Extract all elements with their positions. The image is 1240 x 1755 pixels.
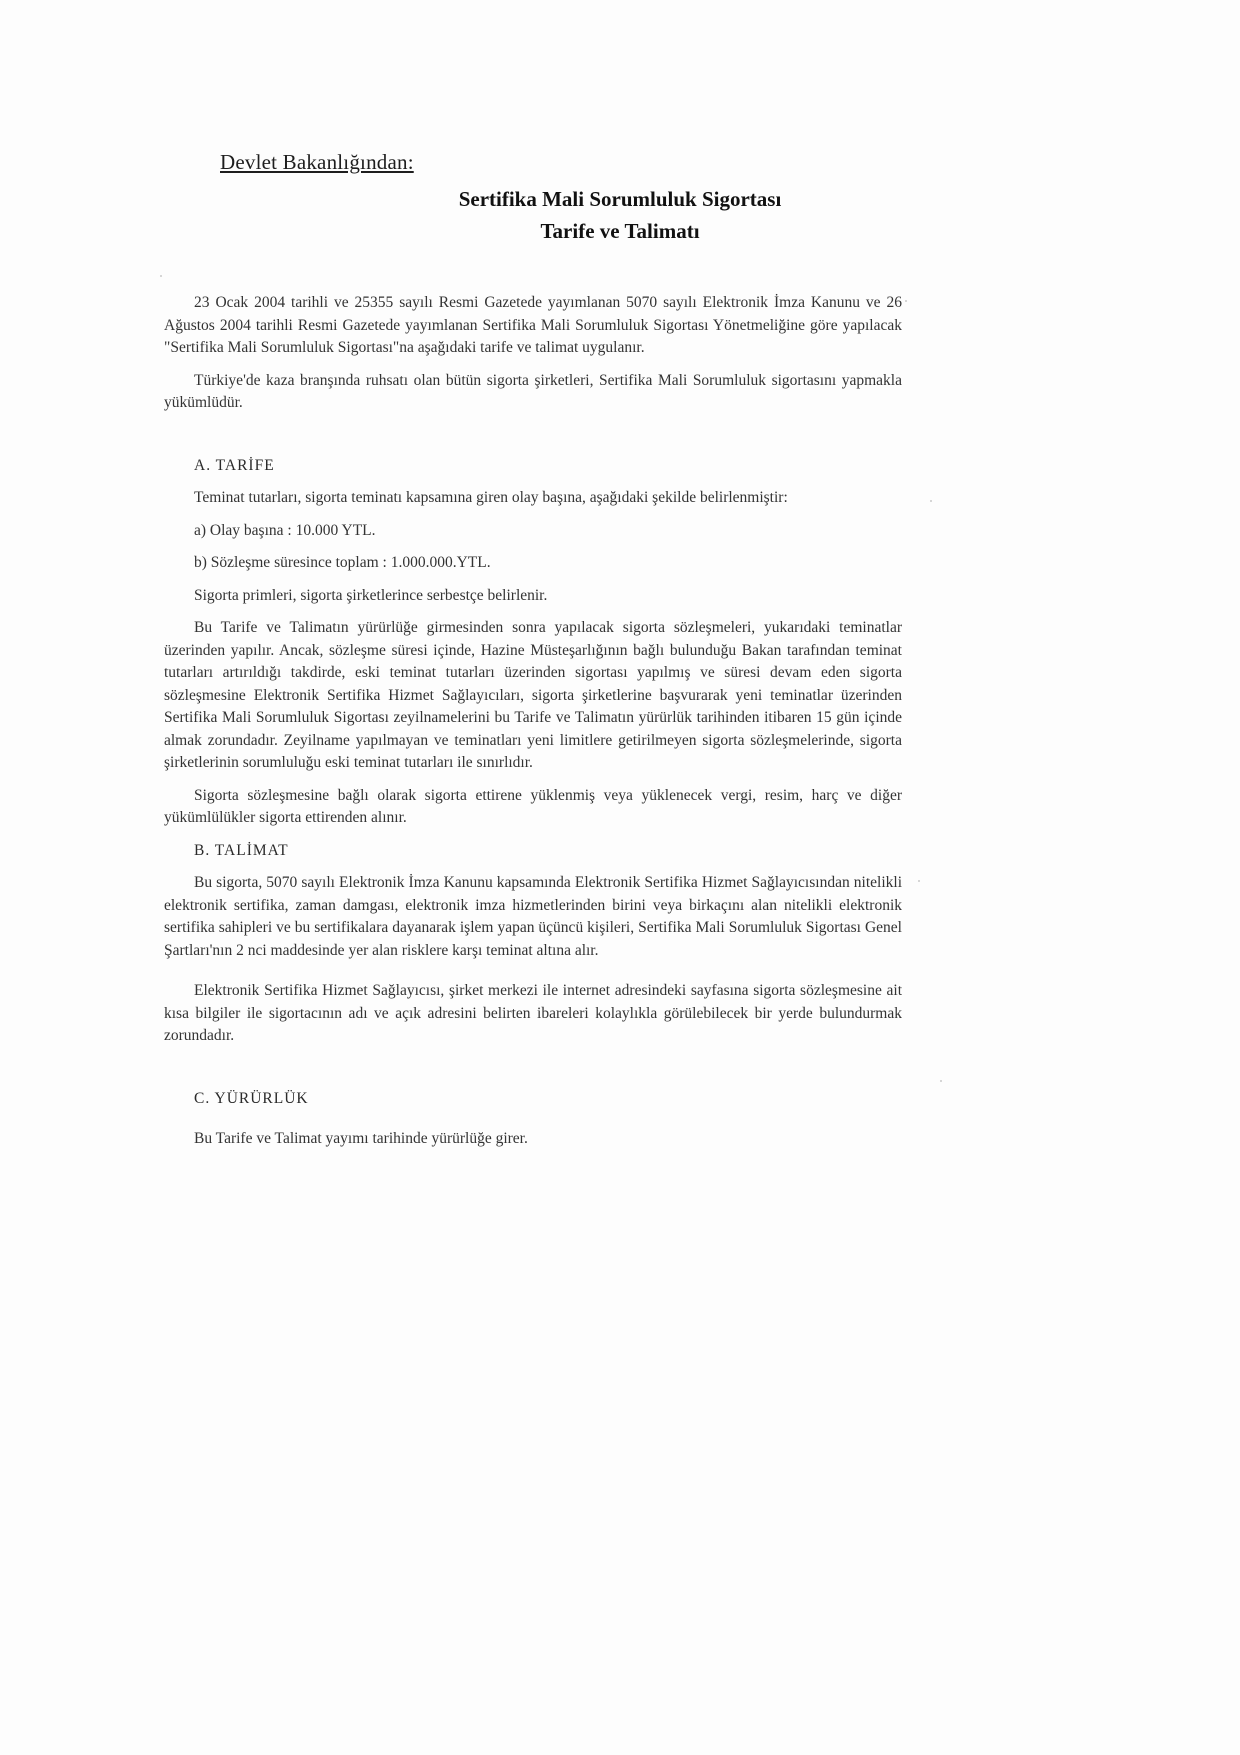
coverage-item-b: b) Sözleşme süresince toplam : 1.000.000.YTL.: [194, 554, 491, 571]
section-b-title: B. TALİMAT: [194, 841, 289, 859]
document-body: [164, 292, 902, 1151]
document-title: [220, 183, 980, 247]
scan-speck: [905, 300, 907, 302]
title-line-1: Sertifika Mali Sorumluluk Sigortası: [458, 187, 782, 211]
section-a-paragraph-3: Bu Tarife ve Talimatın yürürlüğe girmesinden sonra yapılacak sigorta sözleşmeleri, yukarıdaki teminatlar üzerinden yapılır. Ancak, sözleşme süresi içinde, Hazine Müsteşarlığının bağlı bulunduğu Bakan tarafından teminat tutarları artırıldığı takdirde, eski teminat tutarları üzerinden sigortası yapılmış ve süresi devam eden sigorta sözleşmesine Elektronik Sertifika Hizmet Sağlayıcıları, sigorta şirketlerine başvurarak yeni teminatlar üzerinden Sertifika Mali Sorumluluk Sigortası zeyilnamelerini bu Tarife ve Talimatın yürürlük tarihinden itibaren 15 gün içinde almak zorundadır. Zeyilname yapılmayan ve teminatları yeni limitlere getirilmeyen sigorta sözleşmelerinde, sigorta şirketlerinin sorumluluğu eski teminat tutarları ile sınırlıdır.: [164, 619, 902, 771]
section-a-paragraph-2: Sigorta primleri, sigorta şirketlerince serbestçe belirlenir.: [194, 586, 548, 604]
issuing-ministry: Devlet Bakanlığından:: [220, 150, 414, 174]
intro-paragraph-1: 23 Ocak 2004 tarihli ve 25355 sayılı Resmi Gazetede yayımlanan 5070 sayılı Elektronik İmza Kanunu ve 26 Ağustos 2004 tarihli Resmi Gazetede yayımlanan Sertifika Mali Sorumluluk Sigortası Yönetmeliğine göre yapılacak "Sertifika Mali Sorumluluk Sigortası"na aşağıdaki tarife ve talimat uygulanır.: [164, 294, 902, 356]
section-c-paragraph-1: Bu Tarife ve Talimat yayımı tarihinde yürürlüğe girer.: [194, 1130, 528, 1147]
coverage-item-a: a) Olay başına : 10.000 YTL.: [194, 521, 376, 539]
scan-speck: [940, 1080, 942, 1082]
section-b-paragraph-2: Elektronik Sertifika Hizmet Sağlayıcısı, şirket merkezi ile internet adresindeki sayfasına sigorta sözleşmesine ait kısa bilgiler ile sigortacının adı ve açık adresini belirten ibareleri kolaylıkla görülebilecek bir yerde bulundurmak zorundadır.: [164, 982, 902, 1044]
scan-speck: [918, 880, 920, 882]
scan-speck: [930, 500, 932, 502]
section-a-paragraph-4: Sigorta sözleşmesine bağlı olarak sigorta ettirene yüklenmiş veya yüklenecek vergi, resim, harç ve diğer yükümlülükler sigorta ettirenden alınır.: [164, 786, 902, 826]
section-a-title: A. TARİFE: [194, 456, 275, 474]
scan-speck: [160, 275, 162, 277]
intro-paragraph-2: Türkiye'de kaza branşında ruhsatı olan bütün sigorta şirketleri, Sertifika Mali Sorumluluk sigortasını yapmakla yükümlüdür.: [164, 371, 902, 411]
title-line-2: Tarife ve Talimatı: [540, 219, 700, 243]
section-b-paragraph-1: Bu sigorta, 5070 sayılı Elektronik İmza Kanunu kapsamında Elektronik Sertifika Hizmet Sağlayıcısından nitelikli elektronik sertifika, zaman damgası, elektronik imza hizmetlerinden birini veya birkaçını alan nitelikli elektronik sertifika sahipleri ve bu sertifikalara dayanarak işlem yapan üçüncü kişileri, Sertifika Mali Sorumluluk Sigortası Genel Şartları'nın 2 nci maddesinde yer alan risklere karşı teminat altına alır.: [164, 874, 902, 959]
section-a-paragraph-1: Teminat tutarları, sigorta teminatı kapsamına giren olay başına, aşağıdaki şekilde belirlenmiştir:: [194, 489, 788, 506]
document-header: [220, 150, 980, 247]
section-c-title: C. YÜRÜRLÜK: [194, 1089, 309, 1107]
